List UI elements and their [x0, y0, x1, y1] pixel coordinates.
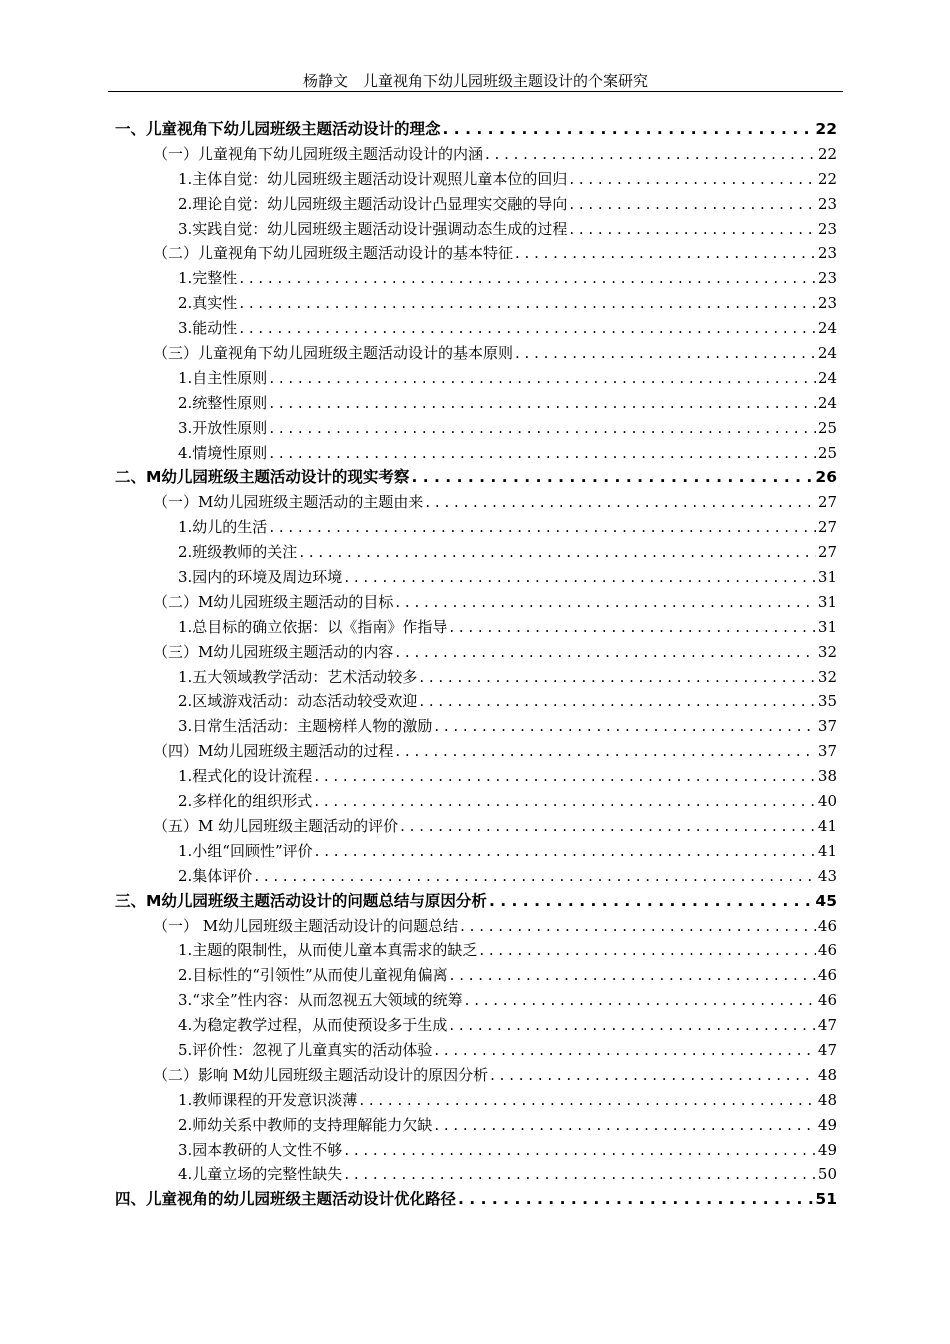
- dot-leader: [254, 864, 816, 889]
- dot-leader: [239, 291, 816, 316]
- toc-entry-title: 一、儿童视角下幼儿园班级主题活动设计的理念: [115, 120, 441, 138]
- toc-entry-level-3[interactable]: [115, 1038, 837, 1063]
- toc-entry-level-2[interactable]: [115, 914, 837, 939]
- toc-entry-page: 51: [815, 1190, 837, 1209]
- toc-entry-page: 23: [817, 219, 837, 238]
- toc-entry-page: 31: [817, 568, 837, 587]
- dot-leader: [425, 490, 816, 515]
- toc-entry-page: 37: [817, 717, 837, 736]
- toc-entry-title: 1.主体自觉：幼儿园班级主题活动设计观照儿童本位的回归: [178, 169, 568, 188]
- dot-leader: [449, 1013, 816, 1038]
- dot-leader: [269, 391, 816, 416]
- toc-entry-level-3[interactable]: [115, 565, 837, 590]
- toc-entry-page: 48: [817, 1065, 837, 1084]
- dot-leader: [569, 167, 816, 192]
- toc-entry-title: 1.程式化的设计流程: [178, 767, 313, 786]
- dot-leader: [434, 714, 816, 739]
- toc-entry-level-3[interactable]: [115, 391, 837, 416]
- dot-leader: [359, 1088, 816, 1113]
- header-rule: [108, 91, 843, 92]
- toc-entry-page: 37: [817, 742, 837, 761]
- toc-entry-level-3[interactable]: [115, 864, 837, 889]
- toc-entry-page: 24: [817, 368, 837, 387]
- toc-entry-title: （二）M幼儿园班级主题活动的目标: [153, 592, 394, 611]
- toc-entry-page: 47: [817, 1040, 837, 1059]
- toc-entry-title: （三）M幼儿园班级主题活动的内容: [153, 642, 394, 661]
- toc-entry-page: 23: [817, 244, 837, 263]
- toc-entry-level-2[interactable]: [115, 341, 837, 366]
- toc-entry-page: 35: [817, 692, 837, 711]
- toc-entry-page: 22: [817, 144, 837, 163]
- dot-leader: [434, 1038, 816, 1063]
- toc-entry-page: 27: [817, 543, 837, 562]
- toc-entry-page: 23: [817, 294, 837, 313]
- toc-entry-page: 43: [817, 866, 837, 885]
- dot-leader: [400, 814, 816, 839]
- dot-leader: [479, 938, 816, 963]
- toc-entry-title: 3.“求全”性内容：从而忽视五大领域的统筹: [178, 991, 463, 1010]
- toc-entry-page: 45: [815, 891, 837, 910]
- toc-entry-title: （四）M幼儿园班级主题活动的过程: [153, 742, 394, 761]
- dot-leader: [515, 241, 816, 266]
- toc-entry-page: 25: [817, 418, 837, 437]
- toc-entry-page: 24: [817, 319, 837, 338]
- toc-entry-title: 3.能动性: [178, 319, 238, 338]
- toc-entry-page: 38: [817, 767, 837, 786]
- toc-entry-page: 47: [817, 1016, 837, 1035]
- toc-entry-page: 27: [817, 493, 837, 512]
- dot-leader: [314, 789, 816, 814]
- page-header: 杨静文 儿童视角下幼儿园班级主题设计的个案研究: [302, 72, 648, 90]
- toc-entry-level-3[interactable]: [115, 540, 837, 565]
- dot-leader: [485, 142, 816, 167]
- toc-entry-page: 49: [817, 1140, 837, 1159]
- table-of-contents: [115, 117, 837, 1212]
- toc-entry-title: 3.园本教研的人文性不够: [178, 1140, 343, 1159]
- toc-entry-page: 46: [817, 991, 837, 1010]
- dot-leader: [315, 839, 816, 864]
- toc-entry-level-3[interactable]: [115, 764, 837, 789]
- toc-entry-level-3[interactable]: [115, 1162, 837, 1187]
- dot-leader: [395, 739, 816, 764]
- dot-leader: [515, 341, 816, 366]
- toc-entry-title: （一）M幼儿园班级主题活动的主题由来: [153, 493, 424, 512]
- toc-entry-level-3[interactable]: [115, 714, 837, 739]
- toc-entry-title: （五）M 幼儿园班级主题活动的评价: [153, 816, 399, 835]
- toc-entry-level-3[interactable]: [115, 515, 837, 540]
- dot-leader: [489, 889, 813, 914]
- toc-entry-page: 46: [817, 966, 837, 985]
- toc-entry-title: 2.统整性原则: [178, 393, 268, 412]
- toc-entry-level-2[interactable]: [115, 142, 837, 167]
- toc-entry-level-2[interactable]: [115, 490, 837, 515]
- toc-entry-title: 1.五大领域教学活动：艺术活动较多: [178, 667, 418, 686]
- toc-entry-level-3[interactable]: [115, 963, 837, 988]
- toc-entry-title: 2.多样化的组织形式: [178, 792, 313, 811]
- toc-entry-level-3[interactable]: [115, 1138, 837, 1163]
- toc-entry-title: 1.幼儿的生活: [178, 518, 268, 537]
- toc-entry-title: （一）儿童视角下幼儿园班级主题活动设计的内涵: [153, 144, 484, 163]
- toc-entry-level-3[interactable]: [115, 266, 837, 291]
- toc-entry-title: 2.集体评价: [178, 866, 253, 885]
- toc-entry-title: 二、M幼儿园班级主题活动设计的现实考察: [115, 468, 410, 487]
- toc-entry-level-3[interactable]: [115, 291, 837, 316]
- dot-leader: [239, 266, 816, 291]
- dot-leader: [269, 515, 816, 540]
- toc-entry-title: 2.班级教师的关注: [178, 543, 298, 562]
- toc-entry-level-3[interactable]: [115, 789, 837, 814]
- toc-entry-level-3[interactable]: [115, 192, 837, 217]
- toc-entry-level-3[interactable]: [115, 839, 837, 864]
- dot-leader: [443, 117, 814, 142]
- toc-entry-level-2[interactable]: [115, 739, 837, 764]
- toc-entry-page: 41: [817, 841, 837, 860]
- toc-entry-page: 46: [817, 916, 837, 935]
- toc-entry-title: 四、儿童视角的幼儿园班级主题活动设计优化路径: [115, 1190, 457, 1209]
- dot-leader: [569, 217, 816, 242]
- dot-leader: [269, 416, 816, 441]
- toc-entry-title: 1.教师课程的开发意识淡薄: [178, 1090, 358, 1109]
- dot-leader: [344, 1138, 816, 1163]
- dot-leader: [465, 988, 816, 1013]
- toc-entry-page: 40: [817, 792, 837, 811]
- toc-entry-page: 23: [817, 194, 837, 213]
- dot-leader: [458, 1187, 813, 1212]
- toc-entry-title: 三、M幼儿园班级主题活动设计的问题总结与原因分析: [115, 891, 487, 910]
- dot-leader: [450, 963, 816, 988]
- dot-leader: [449, 615, 816, 640]
- toc-entry-page: 26: [815, 468, 837, 487]
- toc-entry-page: 50: [817, 1165, 837, 1184]
- toc-entry-level-1[interactable]: [115, 1187, 837, 1212]
- toc-entry-level-2[interactable]: [115, 1063, 837, 1088]
- dot-leader: [299, 540, 816, 565]
- toc-entry-level-1[interactable]: [115, 117, 837, 142]
- toc-entry-level-3[interactable]: [115, 366, 837, 391]
- toc-entry-title: 1.总目标的确立依据：以《指南》作指导: [178, 617, 448, 636]
- toc-entry-page: 22: [815, 120, 837, 138]
- toc-entry-page: 31: [817, 592, 837, 611]
- toc-entry-level-3[interactable]: [115, 217, 837, 242]
- toc-entry-page: 25: [817, 443, 837, 462]
- dot-leader: [569, 192, 816, 217]
- toc-entry-page: 32: [817, 667, 837, 686]
- toc-entry-title: 3.园内的环境及周边环境: [178, 568, 343, 587]
- toc-entry-page: 24: [817, 393, 837, 412]
- dot-leader: [395, 590, 816, 615]
- dot-leader: [411, 465, 813, 490]
- toc-entry-level-3[interactable]: [115, 441, 837, 466]
- toc-entry-title: 4.为稳定教学过程，从而使预设多于生成: [178, 1016, 448, 1035]
- toc-entry-level-2[interactable]: [115, 814, 837, 839]
- toc-entry-level-3[interactable]: [115, 1013, 837, 1038]
- dot-leader: [460, 914, 816, 939]
- toc-entry-level-1[interactable]: [115, 889, 837, 914]
- toc-entry-page: 23: [817, 269, 837, 288]
- toc-entry-page: 27: [817, 518, 837, 537]
- toc-entry-page: 31: [817, 617, 837, 636]
- dot-leader: [314, 764, 816, 789]
- toc-entry-page: 49: [817, 1115, 837, 1134]
- toc-entry-title: （二）影响 M幼儿园班级主题活动设计的原因分析: [153, 1065, 489, 1084]
- toc-entry-title: 5.评价性：忽视了儿童真实的活动体验: [178, 1040, 433, 1059]
- toc-entry-level-3[interactable]: [115, 1088, 837, 1113]
- toc-entry-level-2[interactable]: [115, 640, 837, 665]
- dot-leader: [395, 640, 816, 665]
- toc-entry-level-1[interactable]: [115, 465, 837, 490]
- toc-entry-title: 2.理论自觉：幼儿园班级主题活动设计凸显理实交融的导向: [178, 194, 568, 213]
- toc-entry-title: 3.日常生活活动：主题榜样人物的激励: [178, 717, 433, 736]
- toc-entry-title: （二）儿童视角下幼儿园班级主题活动设计的基本特征: [153, 244, 514, 263]
- dot-leader: [419, 665, 816, 690]
- toc-entry-level-3[interactable]: [115, 665, 837, 690]
- dot-leader: [434, 1113, 816, 1138]
- dot-leader: [269, 366, 816, 391]
- toc-entry-title: 1.主题的限制性，从而使儿童本真需求的缺乏: [178, 941, 478, 960]
- dot-leader: [490, 1063, 816, 1088]
- toc-entry-title: （三）儿童视角下幼儿园班级主题活动设计的基本原则: [153, 344, 514, 363]
- toc-entry-level-3[interactable]: [115, 416, 837, 441]
- dot-leader: [344, 1162, 816, 1187]
- toc-entry-page: 32: [817, 642, 837, 661]
- toc-entry-title: 1.小组“回顾性”评价: [178, 841, 313, 860]
- toc-entry-title: （一） M幼儿园班级主题活动设计的问题总结: [153, 916, 459, 935]
- toc-entry-level-3[interactable]: [115, 615, 837, 640]
- toc-entry-title: 2.师幼关系中教师的支持理解能力欠缺: [178, 1115, 433, 1134]
- toc-entry-level-3[interactable]: [115, 988, 837, 1013]
- toc-entry-page: 41: [817, 816, 837, 835]
- toc-entry-page: 48: [817, 1090, 837, 1109]
- toc-entry-title: 2.目标性的“引领性”从而使儿童视角偏离: [178, 966, 448, 985]
- toc-entry-title: 2.真实性: [178, 294, 238, 313]
- toc-entry-title: 1.完整性: [178, 269, 238, 288]
- toc-entry-level-3[interactable]: [115, 938, 837, 963]
- toc-entry-page: 24: [817, 344, 837, 363]
- toc-entry-title: 4.情境性原则: [178, 443, 268, 462]
- toc-entry-level-2[interactable]: [115, 241, 837, 266]
- dot-leader: [239, 316, 816, 341]
- toc-entry-level-3[interactable]: [115, 1113, 837, 1138]
- toc-entry-level-2[interactable]: [115, 590, 837, 615]
- toc-entry-title: 2.区域游戏活动：动态活动较受欢迎: [178, 692, 418, 711]
- dot-leader: [344, 565, 816, 590]
- toc-entry-level-3[interactable]: [115, 316, 837, 341]
- dot-leader: [419, 689, 816, 714]
- toc-entry-level-3[interactable]: [115, 167, 837, 192]
- toc-entry-title: 4.儿童立场的完整性缺失: [178, 1165, 343, 1184]
- toc-entry-page: 46: [817, 941, 837, 960]
- toc-entry-title: 3.开放性原则: [178, 418, 268, 437]
- dot-leader: [269, 441, 816, 466]
- toc-entry-page: 22: [817, 169, 837, 188]
- toc-entry-level-3[interactable]: [115, 689, 837, 714]
- toc-entry-title: 1.自主性原则: [178, 368, 268, 387]
- toc-entry-title: 3.实践自觉：幼儿园班级主题活动设计强调动态生成的过程: [178, 219, 568, 238]
